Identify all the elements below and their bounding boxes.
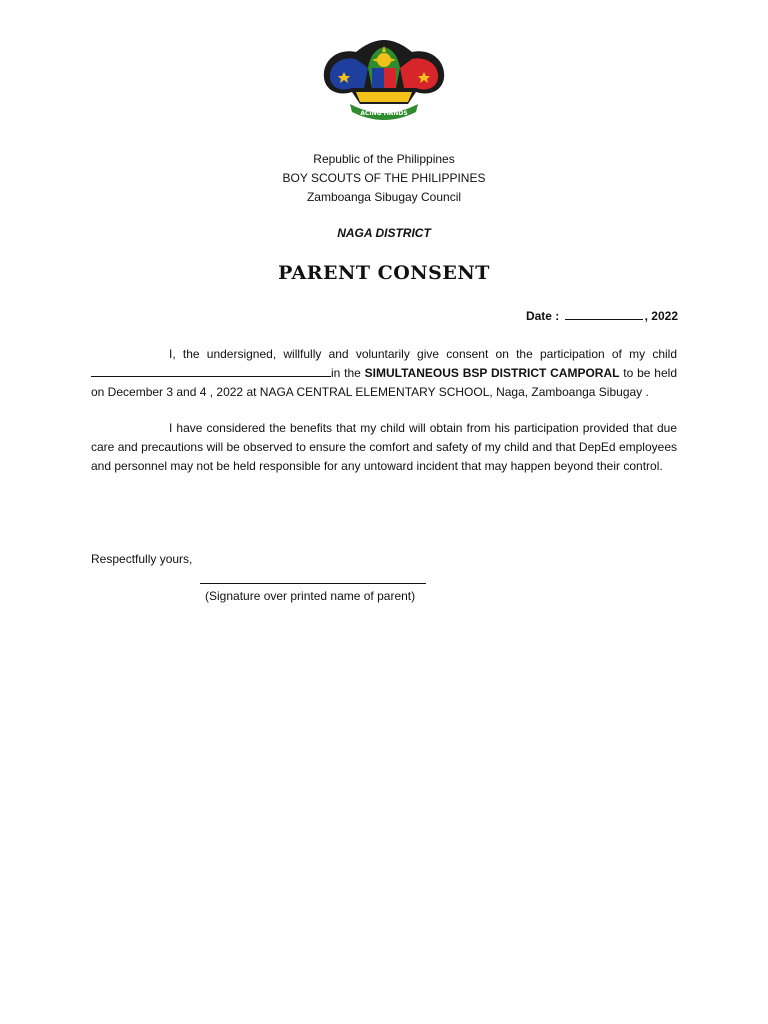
closing-salutation: Respectfully yours, bbox=[91, 552, 193, 566]
consent-text-a: I, the undersigned, willfully and voluntarily give consent on the participation of my child bbox=[169, 347, 677, 361]
header-republic: Republic of the Philippines bbox=[313, 152, 455, 166]
emblem-icon bbox=[316, 38, 452, 122]
emblem-banner-text: ACING HANDS bbox=[360, 110, 408, 117]
document-title: PARENT CONSENT bbox=[278, 262, 490, 284]
consent-text-b: in the bbox=[331, 366, 365, 380]
document-header bbox=[0, 150, 768, 207]
header-council: Zamboanga Sibugay Council bbox=[306, 190, 462, 204]
district-name: NAGA DISTRICT bbox=[337, 226, 431, 240]
signature-line bbox=[200, 583, 426, 584]
event-name: SIMULTANEOUS BSP DISTRICT CAMPORAL bbox=[364, 366, 620, 380]
benefits-text: I have considered the benefits that my child will obtain from his participation provided that due care and precautions will be observed to ensure the comfort and safety of my child and that DepEd employees and personnel may not be held responsible for any untoward incident that may happen beyond their control. bbox=[91, 421, 677, 473]
date-line bbox=[526, 309, 678, 323]
signature-caption: (Signature over printed name of parent) bbox=[205, 589, 416, 603]
consent-paragraph bbox=[91, 345, 677, 402]
child-name-blank-field bbox=[91, 365, 331, 377]
date-blank-field bbox=[565, 309, 643, 320]
date-year: , 2022 bbox=[644, 309, 678, 323]
consent-text-c: to be held on December 3 and 4 , 2022 at NAGA CENTRAL ELEMENTARY SCHOOL, Naga, Zamboanga Sibugay . bbox=[91, 366, 677, 399]
bsp-emblem-logo bbox=[316, 38, 452, 122]
date-label: Date : bbox=[525, 309, 560, 323]
benefits-paragraph bbox=[91, 419, 677, 476]
header-organization: BOY SCOUTS OF THE PHILIPPINES bbox=[282, 171, 486, 185]
